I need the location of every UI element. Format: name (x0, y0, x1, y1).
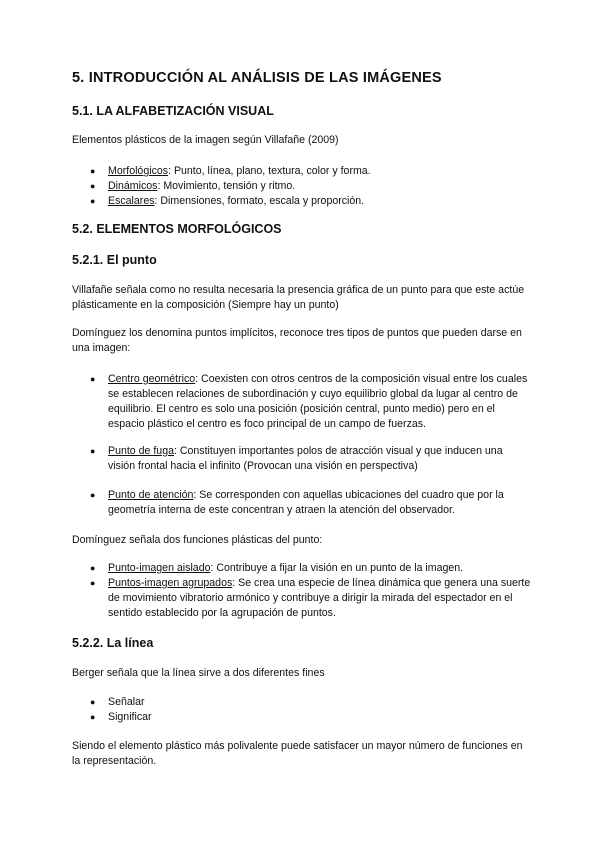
plastic-elements-list (72, 164, 532, 209)
section-5-2-2-paragraph-2: Siendo el elemento plástico más polivalente puede satisfacer un mayor número de funciones en la representación. (72, 740, 523, 767)
point-types-list-2 (72, 444, 532, 474)
list-item-text: : Constituyen importantes polos de atracción visual y que inducen una visión frontal hacia el infinito (Provocan una visión en perspectiva) (108, 445, 503, 472)
list-item (72, 561, 532, 576)
bullet-icon: ● (90, 490, 96, 500)
list-item-term: Punto-imagen aislado (108, 562, 211, 574)
list-item-term: Dinámicos (108, 180, 158, 192)
list-item-term: Punto de atención (108, 489, 194, 501)
list-item (72, 695, 532, 710)
section-heading-5-2: 5.2. ELEMENTOS MORFOLÓGICOS (72, 222, 282, 236)
list-item (72, 179, 532, 194)
bullet-icon: ● (90, 181, 96, 191)
section-5-2-1-paragraph-1: Villafañe señala como no resulta necesaria la presencia gráfica de un punto para que este actúe plásticamente en la composición (Siempre hay un punto) (72, 284, 525, 311)
point-types-list-3 (72, 488, 532, 518)
list-item (72, 194, 532, 209)
point-functions-list (72, 561, 532, 621)
list-item-text: : Coexisten con otros centros de la composición visual entre los cuales se establecen relaciones de subordinación y cuyo equilibrio global da lugar al centro de equilibrio. El centro es solo una posición (posición central, punto medio) pero en el espacio plástico el centro es foco principal de un campo de fuerzas. (108, 373, 528, 430)
list-item (72, 488, 532, 518)
chapter-heading: 5. INTRODUCCIÓN AL ANÁLISIS DE LAS IMÁGENES (72, 70, 442, 86)
list-item-text: : Se crea una especie de línea dinámica que genera una suerte de movimiento vibratorio armónico y contribuye a dirigir la mirada del espectador en el sentido establecido por la agrupación de puntos. (108, 577, 531, 619)
list-item-text: : Dimensiones, formato, escala y proporción. (154, 195, 365, 207)
list-item (72, 372, 532, 432)
list-item-term: Escalares (108, 195, 155, 207)
section-heading-5-2-1: 5.2.1. El punto (72, 253, 157, 267)
list-item-term: Morfológicos (108, 165, 169, 177)
list-item-text: Señalar (108, 696, 145, 708)
bullet-icon: ● (90, 563, 96, 573)
list-item-text: Significar (108, 711, 152, 723)
list-item (72, 164, 532, 179)
point-types-list (72, 372, 532, 432)
bullet-icon: ● (90, 446, 96, 456)
bullet-icon: ● (90, 578, 96, 588)
bullet-icon: ● (90, 166, 96, 176)
section-heading-5-1: 5.1. LA ALFABETIZACIÓN VISUAL (72, 104, 274, 118)
section-5-1-intro: Elementos plásticos de la imagen según Villafañe (2009) (72, 134, 339, 146)
section-5-2-1-paragraph-2: Domínguez los denomina puntos implícitos, reconoce tres tipos de puntos que pueden darse en una imagen: (72, 327, 522, 354)
bullet-icon: ● (90, 712, 96, 722)
list-item-text: : Punto, línea, plano, textura, color y forma. (168, 165, 371, 177)
section-heading-5-2-2: 5.2.2. La línea (72, 636, 154, 650)
list-item-term: Puntos-imagen agrupados (108, 577, 233, 589)
section-5-2-2-paragraph-1: Berger señala que la línea sirve a dos diferentes fines (72, 667, 325, 679)
list-item-text: : Se corresponden con aquellas ubicaciones del cuadro que por la geometría interna de este concentran y atraen la atención del observador. (108, 489, 504, 516)
list-item-term: Punto de fuga (108, 445, 174, 457)
list-item-text: : Movimiento, tensión y ritmo. (157, 180, 296, 192)
list-item-term: Centro geométrico (108, 373, 196, 385)
bullet-icon: ● (90, 374, 96, 384)
list-item (72, 444, 532, 474)
list-item (72, 710, 532, 725)
bullet-icon: ● (90, 697, 96, 707)
line-purposes-list (72, 695, 532, 725)
list-item (72, 576, 532, 621)
list-item-text: : Contribuye a fijar la visión en un punto de la imagen. (210, 562, 464, 574)
section-5-2-1-paragraph-3: Domínguez señala dos funciones plásticas del punto: (72, 534, 323, 546)
bullet-icon: ● (90, 196, 96, 206)
